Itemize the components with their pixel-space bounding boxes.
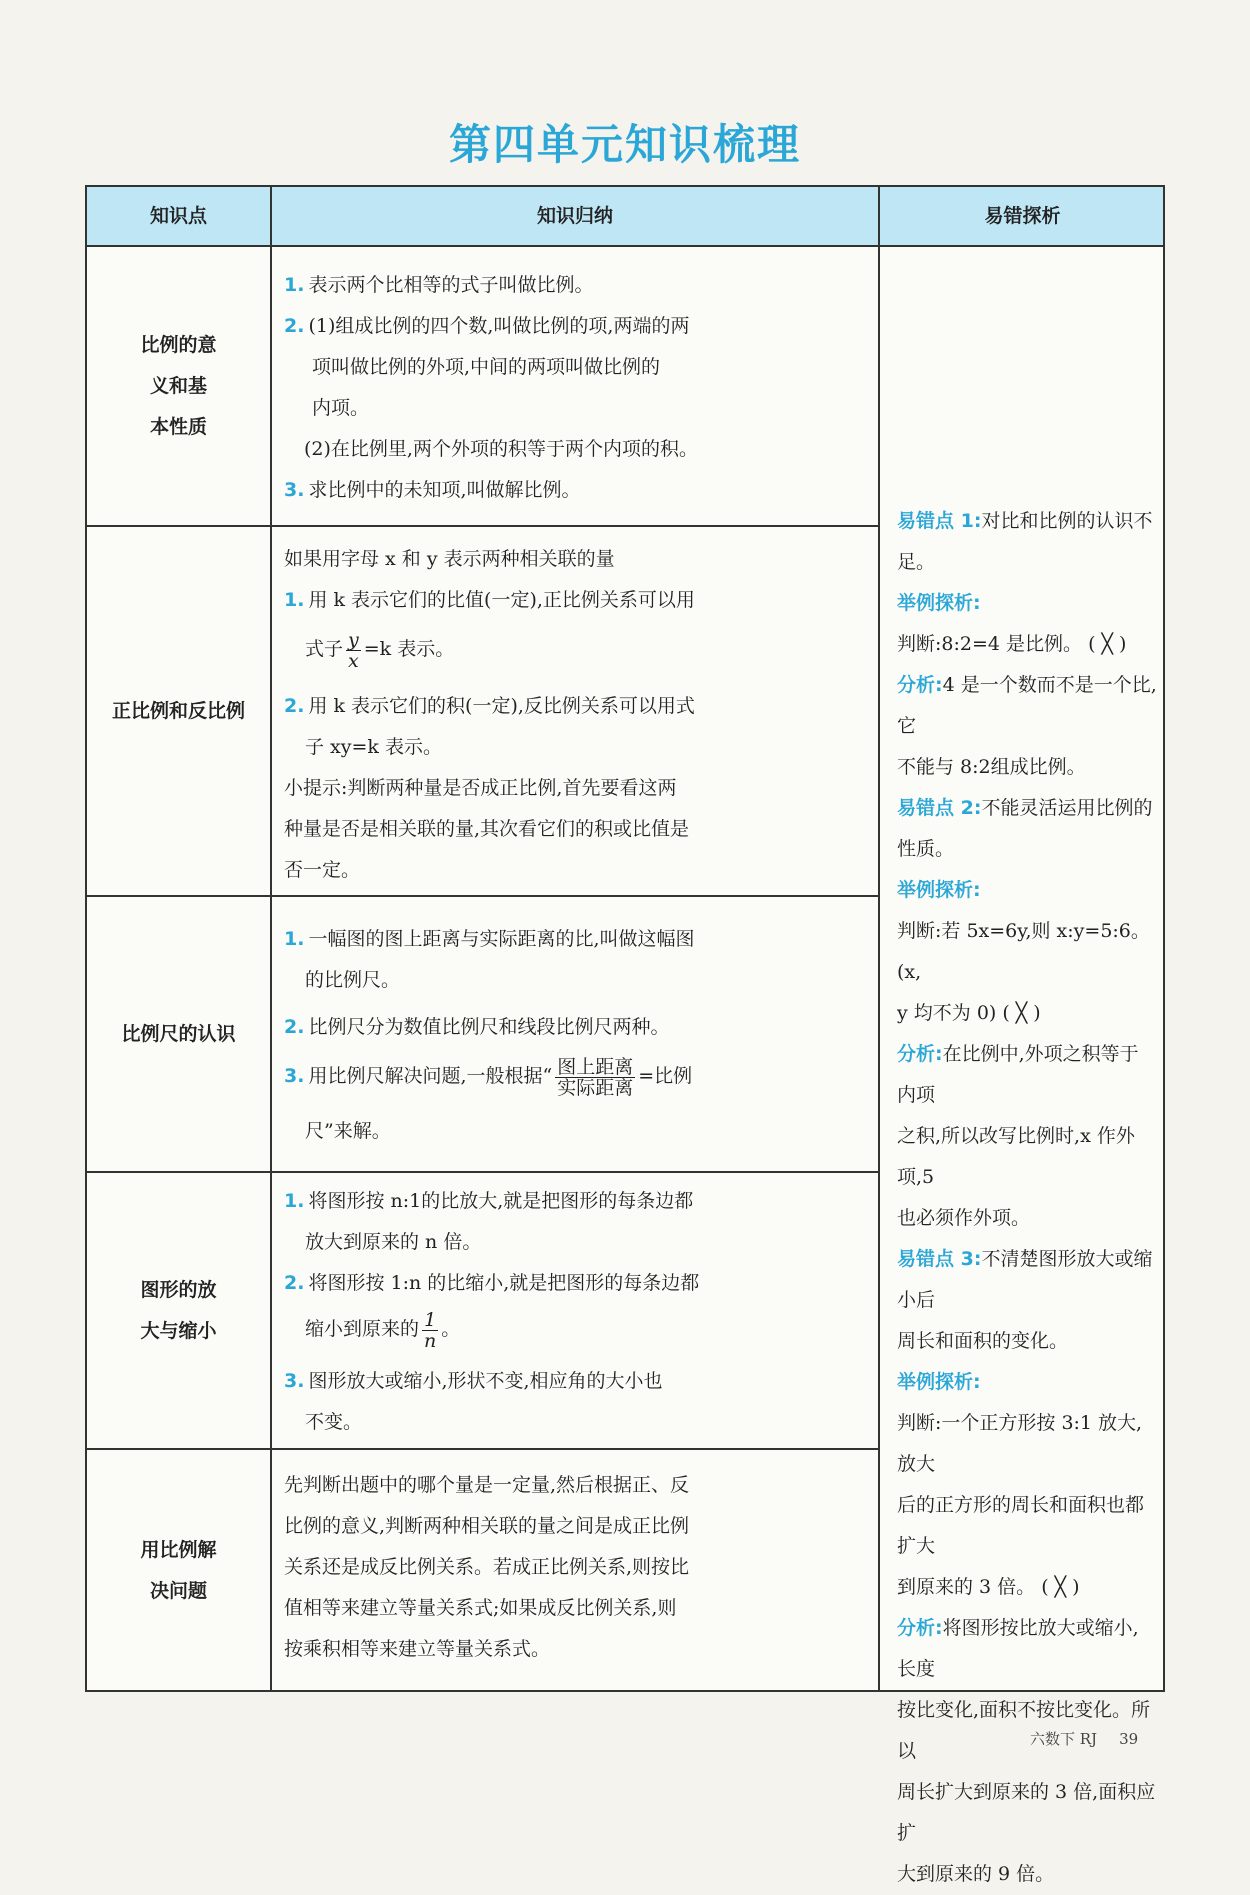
summary-solve-problems: 先判断出题中的哪个量是一定量,然后根据正、反 比例的意义,判断两种相关联的量之间是成正比例 关系还是成反比例关系。若成正比例关系,则按比 值相等来建立等量关系式;如果成反比例关系,则 按乘积相等来建立等量关系式。 (284, 1474, 690, 1660)
error-point-1: 易错点 1:对比和比例的认识不足。 (897, 510, 1153, 573)
fraction-scale: $\frac{\text{图上距离}}{\text{实际距离}}$ (557, 1055, 634, 1099)
fraction-one-over-n: $\frac{1}{n}$ (424, 1308, 437, 1352)
fraction-y-over-x: $\frac{y}{x}$ (348, 628, 359, 672)
book-label: 六数下 RJ (1030, 1730, 1098, 1748)
analysis-2: 分析:在比例中,外项之积等于内项 (897, 1043, 1139, 1106)
summary-direct-inverse: 如果用字母 x 和 y 表示两种相关联的量 1. 用 k 表示它们的比值(一定),正比例关系可以用 式子 $\frac{y}{x}$ =k 表示。 2. 用 k 表示它们的积(一定),反比例关系可以用式 子 xy=k 表示。 小提示:判断两种量是否成正比例,首先要看这两 种量是否是相关联的量,其次看它们的积或比值是 否一定。 (284, 548, 695, 881)
example-judgement: 判断:一个正方形按 3:1 放大,放大 (897, 1412, 1143, 1475)
header-summary: 知识归纳 (536, 205, 613, 227)
header-knowledge-point: 知识点 (149, 205, 207, 227)
analysis-1: 分析:4 是一个数而不是一个比,它 (897, 674, 1157, 737)
summary-proportion-meaning: 1. 表示两个比相等的式子叫做比例。 2. (1)组成比例的四个数,叫做比例的项,两端的两 项叫做比例的外项,中间的两项叫做比例的 内项。 (2)在比例里,两个外项的积等于两个内项的积。 3. 求比例中的未知项,叫做解比例。 (284, 274, 698, 501)
topic-solve-problems: 用比例解 决问题 (140, 1539, 217, 1602)
example-label: 举例探析: (897, 879, 981, 901)
topic-scaling-shapes: 图形的放 大与缩小 (140, 1278, 217, 1342)
error-point-2: 易错点 2:不能灵活运用比例的 (897, 797, 1153, 819)
topic-scale: 比例尺的认识 (121, 1022, 236, 1045)
error-point-3: 易错点 3:不清楚图形放大或缩小后 (897, 1248, 1153, 1311)
summary-scaling-shapes: 1. 将图形按 n:1的比放大,就是把图形的每条边都 放大到原来的 n 倍。 2. 将图形按 1:n 的比缩小,就是把图形的每条边都 缩小到原来的 $\frac{1}{n}$ 。 3. 图形放大或缩小,形状不变,相应角的大小也 不变。 (284, 1190, 700, 1433)
topic-proportion-meaning: 比例的意 义和基 本性质 (140, 333, 217, 438)
example-judgement: 判断:8:2=4 是比例。 ( ╳ ) (897, 633, 1127, 655)
page-footer (1030, 1728, 1138, 1749)
example-label: 举例探析: (897, 1371, 981, 1393)
header-error-analysis: 易错探析 (984, 205, 1061, 227)
error-analysis-column: 易错点 1:对比和比例的认识不足。 举例探析: 判断:8:2=4 是比例。 ( ╳ ) 分析:4 是一个数而不是一个比,它 不能与 8:2组成比例。 易错点 2:不能灵活运用比例的 性质。 举例探析: 判断:若 5x=6y,则 x:y=5:6。(x, y 均不为 0) ( ╳ ) 分析:在比例中,外项之积等于内项 之积,所以改写比例时,x 作外项,5 也必须作外项。 易错点 3:不清楚图形放大或缩小后 周长和面积的变化。 举例探析: 判断:一个正方形按 3:1 放大,放大 后的正方形的周长和面积也都扩大 到原来的 3 倍。 ( ╳ ) 分析:将图形按比放大或缩小,长度 按比变化,面积不按比变化。所以 周长扩大到原来的 3 倍,面积应扩 大到原来的 9 倍。 (897, 501, 1157, 1895)
page-title: 第四单元知识梳理 (448, 120, 801, 169)
column-divider (878, 187, 880, 1690)
example-judgement: 判断:若 5x=6y,则 x:y=5:6。(x, (897, 920, 1150, 983)
table-header (87, 187, 1163, 247)
summary-scale: 1. 一幅图的图上距离与实际距离的比,叫做这幅图 的比例尺。 2. 比例尺分为数值比例尺和线段比例尺两种。 3. 用比例尺解决问题,一般根据“ $\frac{\text{图上距离}}{\text{实际距离}}$ =比例 尺”来解。 (284, 928, 695, 1142)
analysis-3: 分析:将图形按比放大或缩小,长度 (897, 1617, 1139, 1680)
example-label: 举例探析: (897, 592, 981, 614)
page-number: 39 (1119, 1730, 1139, 1748)
topic-direct-inverse: 正比例和反比例 (111, 699, 245, 722)
